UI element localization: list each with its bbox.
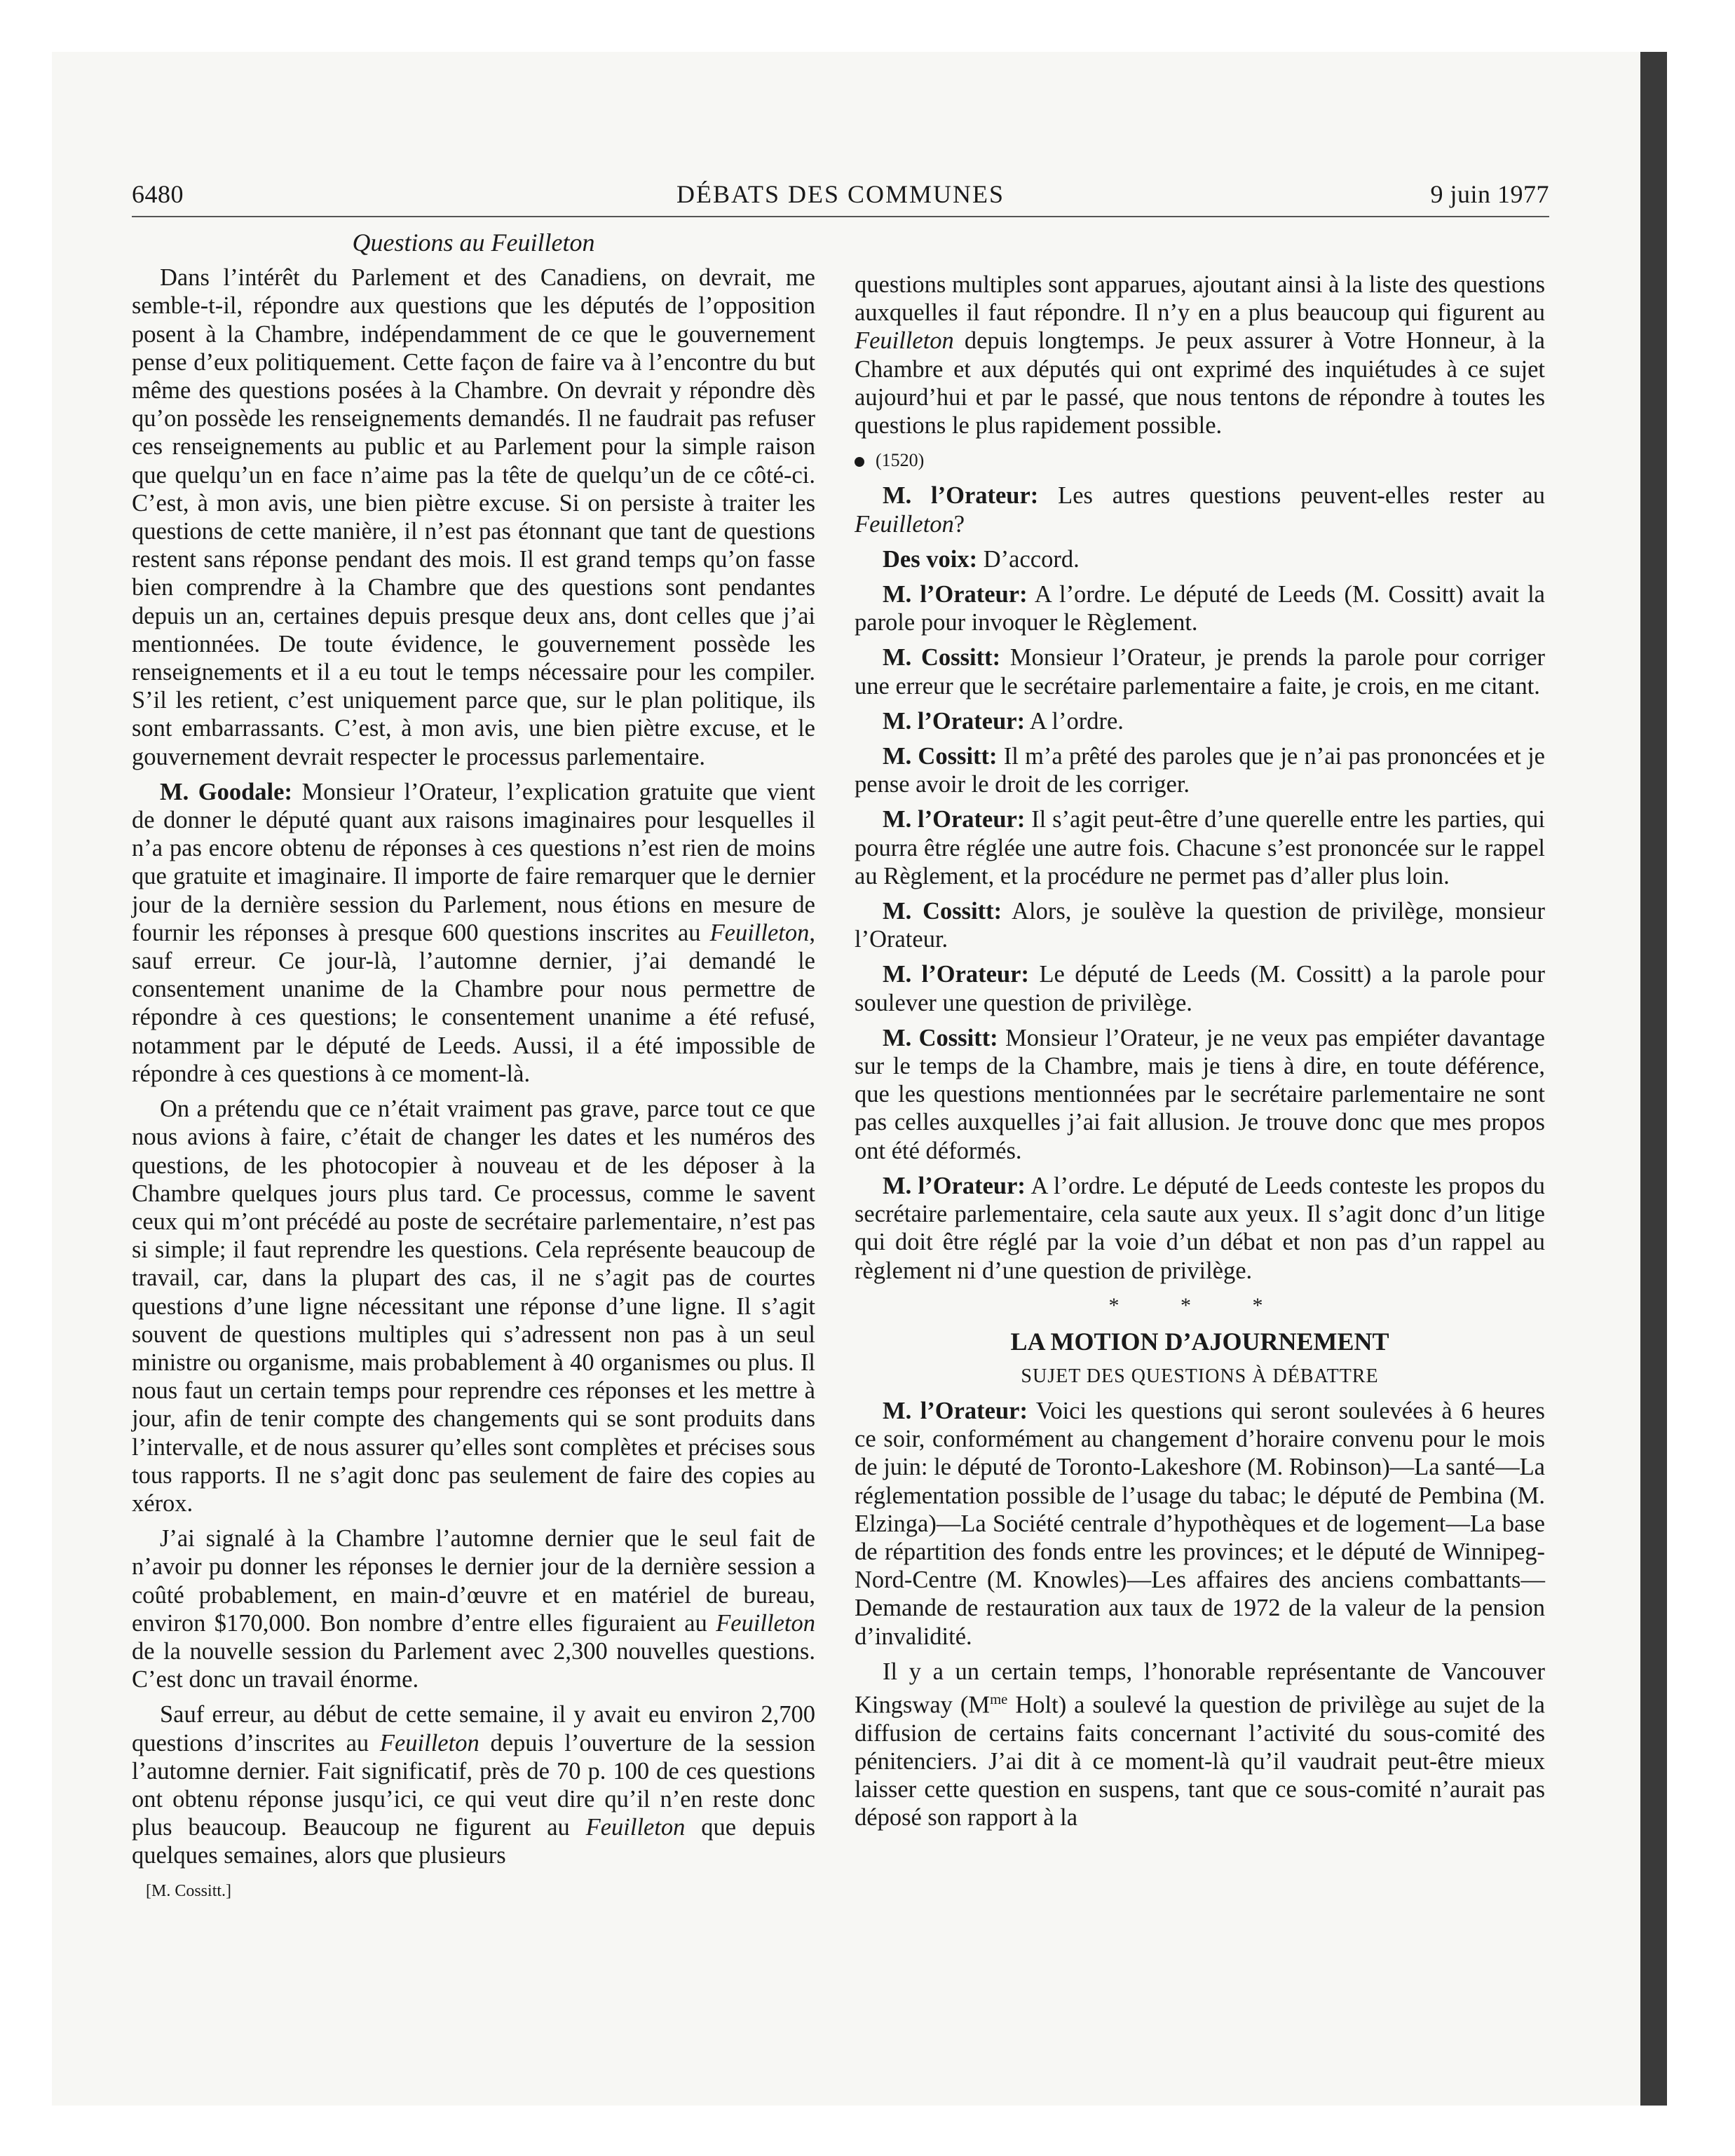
scan-edge — [1640, 52, 1667, 2106]
speaker-name: M. Cossitt: — [883, 644, 1001, 671]
paragraph: Il y a un certain temps, l’honorable représentante de Vancouver Kingsway ($M^{me}$ Holt) a soulevé la question de privilège au sujet de la diffusion de certains faits concernant l’activité du sous-comité des pénitenciers. J’ai dit à ce moment-là qu’il vaudrait peut-être mieux laisser cette question en suspens, tant que ce sous-comité n’aurait pas déposé son rapport à la — [855, 1658, 1545, 1831]
page-number: 6480 — [132, 180, 184, 208]
speaker-footnote: [M. Cossitt.] — [146, 1881, 232, 1900]
speaker-name: M. l’Orateur: — [883, 806, 1026, 833]
page-header — [132, 177, 1549, 217]
paragraph: M. Cossitt: Il m’a prêté des paroles que je n’ai pas prononcées et je pense avoir le droit de les corriger. — [855, 743, 1545, 798]
speaker-name: M. l’Orateur: — [883, 1172, 1026, 1199]
page-date: 9 juin 1977 — [1430, 180, 1549, 208]
paragraph: M. l’Orateur: A l’ordre. Le député de Leeds conteste les propos du secrétaire parlementaire, cela saute aux yeux. Il s’agit donc d’un litige qui doit être réglé par la voie d’un débat et non pas d’un rappel au règlement ni d’une question de privilège. — [855, 1172, 1546, 1284]
paragraph: M. l’Orateur: Voici les questions qui seront soulevées à 6 heures ce soir, conformément au changement d’horaire convenu pour le mois de juin: le député de Toronto-Lakeshore (M. Robinson)—La santé—La réglementation possible de l’usage du tabac; le député de Pembina (M. Elzinga)—La Société centrale d’hypothèques et de logement—La base de répartition des fonds entre les provinces; et le député de Winnipeg-Nord-Centre (M. Knowles)—Les affaires des anciens combattants—Demande de restauration aux taux de 1972 de la valeur de la pension d’invalidité. — [855, 1397, 1545, 1650]
speaker-name: M. l’Orateur: — [883, 1397, 1028, 1424]
speaker-name: M. l’Orateur: — [883, 581, 1028, 608]
speaker-name: M. l’Orateur: — [883, 482, 1039, 510]
speaker-name: M. Cossitt: — [883, 898, 1002, 925]
paragraph: M. Goodale: Monsieur l’Orateur, l’explication gratuite que vient de donner le député quant aux raisons imaginaires pour lesquelles il n’a pas encore obtenu de réponses à ces questions n’est rien de moins que gratuite et imaginaire. Il importe de faire remarquer que le dernier jour de la dernière session du Parlement, nous étions en mesure de fournir les réponses à presque 600 questions inscrites au Feuilleton, sauf erreur. Ce jour-là, l’automne dernier, j’ai demandé le consentement unanime de la Chambre pour nous permettre de répondre à ces questions; le consentement unanime a été refusé, notamment par le député de Leeds. Aussi, il a été impossible de répondre à ces questions à ce moment-là. — [132, 778, 815, 1087]
paragraph: M. l’Orateur: A l’ordre. — [883, 707, 1124, 735]
paragraph: M. l’Orateur: A l’ordre. Le député de Leeds (M. Cossitt) avait la parole pour invoquer le Règlement. — [855, 581, 1545, 636]
paragraph: Dans l’intérêt du Parlement et des Canadiens, on devrait, me semble-t-il, répondre aux questions que les députés de l’opposition posent à la Chambre, indépendamment de ce que le gouvernement pense d’eux politiquement. Cette façon de faire va à l’encontre du but même des questions posées à la Chambre. On devrait y répondre dès qu’on possède les renseignements demandés. Il ne faudrait pas refuser ces renseignements au public et au Parlement pour la simple raison que quelqu’un en face n’aime pas la tête de quelqu’un de ce côté-ci. C’est, à mon avis, une bien piètre excuse. Si on persiste à traiter les questions de cette manière, il n’est pas étonnant que tant de questions restent sans réponse pendant des mois. Il est grand temps qu’on fasse bien comprendre à la Chambre que des questions sont pendantes depuis un an, certaines depuis presque deux ans, dont celles que j’ai mentionnées. De toute évidence, le gouvernement possède les renseignements et il a eu tout le temps nécessaire pour les compiler. S’il les retient, c’est uniquement parce que, sur le plan politique, ils sont embarrassants. C’est, à mon avis, une bien piètre excuse, et le gouvernement devrait respecter le processus parlementaire. — [132, 264, 815, 770]
paragraph: questions multiples sont apparues, ajoutant ainsi à la liste des questions auxquelles il faut répondre. Il n’y en a plus beaucoup qui figurent au Feuilleton depuis longtemps. Je peux assurer à Votre Honneur, à la Chambre et aux députés qui ont exprimé des inquiétudes à ce sujet aujourd’hui et par le passé, que nous tentons de répondre à toutes les questions le plus rapidement possible. — [855, 271, 1545, 439]
paragraph: M. Cossitt: Alors, je soulève la question de privilège, monsieur l’Orateur. — [855, 898, 1545, 953]
time-marker: (1520) — [855, 446, 1545, 475]
paragraph: On a prétendu que ce n’était vraiment pas grave, parce tout ce que nous avions à faire, c’était de changer les dates et les numéros des questions, de les photocopier à nouveau et de les déposer à la Chambre quelques jours plus tard. Ce processus, comme le savent ceux qui m’ont précédé au poste de secrétaire parlementaire, n’est pas si simple; il faut reprendre les questions. Cela représente beaucoup de travail, car, dans la plupart des cas, il ne s’agit pas de courtes questions d’une ligne nécessitant une réponse d’une ligne. Il s’agit souvent de questions multiples qui s’adressent non pas à un seul ministre ou organisme, mais probablement à 40 organismes ou plus. Il nous faut un certain temps pour reprendre ces réponses et les mettre à jour, afin de tenir compte des changements qui se sont produits dans l’intervalle, et de nous assurer qu’elles sont complètes et précises sous tous rapports. Il ne s’agit donc pas seulement de faire des copies au xérox. — [132, 1096, 815, 1517]
paragraph: M. l’Orateur: Il s’agit peut-être d’une querelle entre les parties, qui pourra être réglée une autre fois. Chacune s’est prononcée sur le rappel au Règlement, et la procédure ne permet pas d’aller plus loin. — [855, 806, 1546, 889]
bullet-icon — [855, 457, 864, 467]
section-separator: * * * — [1108, 1293, 1291, 1317]
paragraph: J’ai signalé à la Chambre l’automne dernier que le seul fait de n’avoir pu donner les réponses le dernier jour de la dernière session a coûté probablement, en main-d’œuvre et en matériel de bureau, environ $170,000. Bon nombre d’entre elles figuraient au Feuilleton de la nouvelle session du Parlement avec 2,300 nouvelles questions. C’est donc un travail énorme. — [132, 1525, 815, 1693]
paragraph: Des voix: D’accord. — [883, 545, 1080, 573]
speaker-name: Des voix: — [883, 545, 978, 573]
publication-title: DÉBATS DES COMMUNES — [676, 180, 1005, 208]
paragraph: Sauf erreur, au début de cette semaine, il y avait eu environ 2,700 questions d’inscrites au Feuilleton depuis l’ouverture de la session l’automne dernier. Fait significatif, près de 70 p. 100 de ces questions ont obtenu réponse jusqu’ici, ce qui veut dire qu’il n’en reste donc plus beaucoup. Beaucoup ne figurent au Feuilleton que depuis quelques semaines, alors que plusieurs — [132, 1701, 815, 1869]
left-column — [132, 228, 815, 1912]
section-subheading: SUJET DES QUESTIONS À DÉBATTRE — [1021, 1365, 1379, 1387]
speaker-name: M. Goodale: — [160, 778, 292, 805]
section-heading: LA MOTION D’AJOURNEMENT — [1010, 1327, 1389, 1356]
speaker-name: M. Cossitt: — [883, 743, 998, 770]
paragraph: M. Cossitt: Monsieur l’Orateur, je ne veux pas empiéter davantage sur le temps de la Chambre, mais je tiens à dire, en toute déférence, que les questions mentionnées par le secrétaire parlementaire ne sont pas celles auxquelles j’ai fait allusion. Je trouve donc que mes propos ont été déformés. — [855, 1024, 1545, 1164]
paragraph: M. l’Orateur: Les autres questions peuvent-elles rester au Feuilleton? — [855, 482, 1545, 538]
speaker-name: M. Cossitt: — [883, 1024, 998, 1051]
section-title: Questions au Feuilleton — [352, 228, 595, 257]
speaker-name: M. l’Orateur: — [883, 707, 1026, 735]
paragraph: M. Cossitt: Monsieur l’Orateur, je prends la parole pour corriger une erreur que le secrétaire parlementaire a faite, je crois, en me citant. — [855, 644, 1545, 700]
speaker-name: M. l’Orateur: — [883, 961, 1029, 988]
right-column — [855, 271, 1545, 1838]
paragraph: M. l’Orateur: Le député de Leeds (M. Cossitt) a la parole pour soulever une question de privilège. — [855, 961, 1545, 1016]
